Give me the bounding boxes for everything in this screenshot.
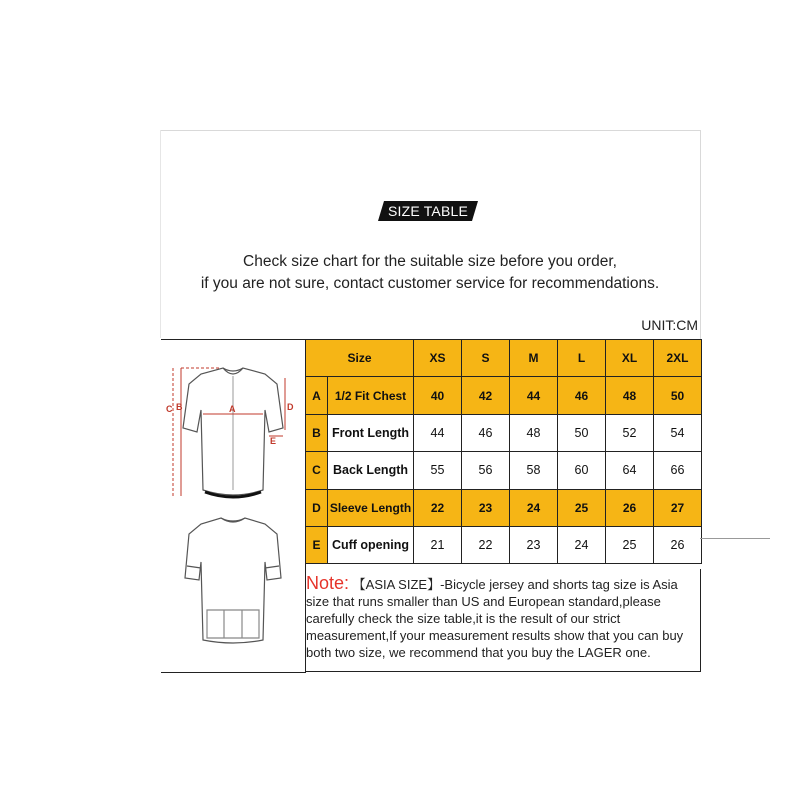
table-cell: 54 bbox=[654, 414, 702, 451]
row-measure-name: Sleeve Length bbox=[328, 489, 414, 526]
row-letter: B bbox=[306, 414, 328, 451]
table-cell: 26 bbox=[654, 526, 702, 563]
table-cell: 60 bbox=[558, 452, 606, 489]
row-letter: A bbox=[306, 377, 328, 414]
size-header-row bbox=[306, 340, 702, 377]
size-table bbox=[305, 339, 702, 564]
table-cell: 66 bbox=[654, 452, 702, 489]
table-row bbox=[306, 452, 702, 489]
measure-label-b: B bbox=[176, 402, 183, 412]
table-cell: 48 bbox=[510, 414, 558, 451]
back-jersey-icon bbox=[185, 518, 281, 643]
table-cell: 25 bbox=[606, 526, 654, 563]
table-row bbox=[306, 526, 702, 563]
table-cell: 50 bbox=[654, 377, 702, 414]
unit-label: UNIT:CM bbox=[641, 317, 698, 333]
jersey-illustration bbox=[161, 340, 305, 672]
size-table-title: SIZE TABLE bbox=[387, 203, 469, 219]
table-cell: 52 bbox=[606, 414, 654, 451]
row-letter: E bbox=[306, 526, 328, 563]
table-cell: 23 bbox=[510, 526, 558, 563]
table-row bbox=[306, 489, 702, 526]
table-cell: 64 bbox=[606, 452, 654, 489]
table-cell: 26 bbox=[606, 489, 654, 526]
table-cell: 46 bbox=[558, 377, 606, 414]
side-divider bbox=[700, 538, 770, 539]
table-cell: 40 bbox=[414, 377, 462, 414]
measure-label-a: A bbox=[229, 404, 236, 414]
table-cell: 22 bbox=[462, 526, 510, 563]
row-measure-name: 1/2 Fit Chest bbox=[328, 377, 414, 414]
row-measure-name: Front Length bbox=[328, 414, 414, 451]
table-cell: 50 bbox=[558, 414, 606, 451]
table-cell: 58 bbox=[510, 452, 558, 489]
table-row bbox=[306, 377, 702, 414]
table-cell: 55 bbox=[414, 452, 462, 489]
header-xl: XL bbox=[606, 340, 654, 377]
frame-top-border bbox=[160, 130, 700, 131]
table-cell: 25 bbox=[558, 489, 606, 526]
table-cell: 56 bbox=[462, 452, 510, 489]
note-text: 【ASIA SIZE】-Bicycle jersey and shorts tag size is Asia size that runs smaller than US and European standard,please carefully check the size table,it is the result of our strict measurement,If your measurement results show that you can buy both two size, we recommend that you buy the LAGER one. bbox=[306, 577, 684, 660]
note-lead: Note: bbox=[306, 573, 350, 593]
table-cell: 42 bbox=[462, 377, 510, 414]
table-cell: 22 bbox=[414, 489, 462, 526]
header-xs: XS bbox=[414, 340, 462, 377]
note-section bbox=[306, 575, 700, 670]
table-cell: 27 bbox=[654, 489, 702, 526]
row-letter: C bbox=[306, 452, 328, 489]
table-cell: 48 bbox=[606, 377, 654, 414]
row-letter: D bbox=[306, 489, 328, 526]
measure-label-c: C bbox=[166, 404, 173, 414]
measure-label-d: D bbox=[287, 402, 294, 412]
header-size: Size bbox=[306, 340, 414, 377]
row-measure-name: Back Length bbox=[328, 452, 414, 489]
table-cell: 46 bbox=[462, 414, 510, 451]
header-s: S bbox=[462, 340, 510, 377]
header-m: M bbox=[510, 340, 558, 377]
intro-line-2: if you are not sure, contact customer service for recommendations. bbox=[200, 275, 660, 292]
header-2xl: 2XL bbox=[654, 340, 702, 377]
intro-text bbox=[170, 251, 690, 295]
table-cell: 23 bbox=[462, 489, 510, 526]
frame-left-border bbox=[160, 130, 161, 338]
intro-line-1: Check size chart for the suitable size before you order, bbox=[243, 253, 617, 270]
table-cell: 44 bbox=[414, 414, 462, 451]
table-row bbox=[306, 414, 702, 451]
front-jersey-icon bbox=[183, 368, 283, 497]
measure-label-e: E bbox=[270, 436, 277, 446]
table-cell: 44 bbox=[510, 377, 558, 414]
table-cell: 21 bbox=[414, 526, 462, 563]
table-cell: 24 bbox=[558, 526, 606, 563]
table-cell: 24 bbox=[510, 489, 558, 526]
header-l: L bbox=[558, 340, 606, 377]
jersey-diagram bbox=[161, 339, 306, 673]
row-measure-name: Cuff opening bbox=[328, 526, 414, 563]
size-table-title-badge bbox=[378, 201, 478, 221]
